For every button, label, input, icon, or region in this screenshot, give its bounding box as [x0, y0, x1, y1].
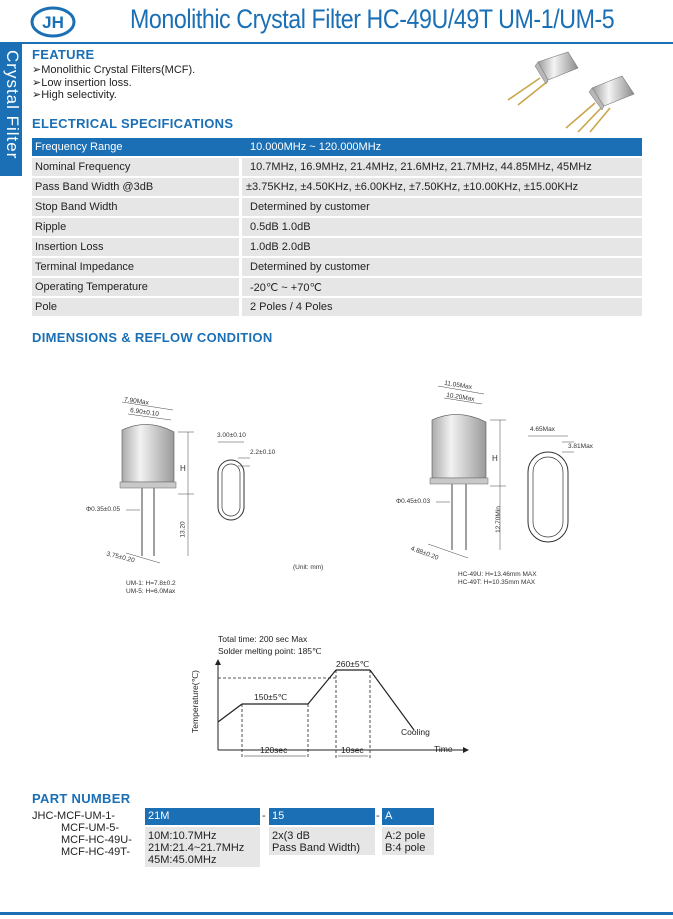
part-field-pole-code: A — [382, 808, 434, 825]
reflow-y-label: Temperature(℃) — [189, 670, 200, 733]
spec-value: Determined by customer — [242, 198, 642, 216]
spec-value: ±3.75KHz, ±4.50KHz, ±6.00KHz, ±7.50KHz, ±10.00KHz, ±15.00KHz — [242, 178, 642, 196]
reflow-total-time: Total time: 200 sec Max — [218, 634, 308, 644]
part-field-freq-code: 21M — [145, 808, 260, 825]
reflow-x-label: Time — [434, 744, 453, 754]
feature-item: ➢High selectivity. — [32, 89, 117, 101]
reflow-solder-point: Solder melting point: 185℃ — [218, 646, 322, 656]
spec-value: 10.000MHz ~ 120.000MHz — [242, 138, 642, 156]
dim-pin-dia: Φ0.35±0.05 — [86, 506, 121, 513]
spec-label: Operating Temperature — [32, 278, 239, 296]
spec-value: 0.5dB 1.0dB — [242, 218, 642, 236]
spec-row — [32, 258, 642, 276]
part-prefix: MCF-UM-5- — [61, 822, 120, 834]
um5-note: UM-5: H=6.0Max — [126, 588, 176, 595]
dimensions-heading: DIMENSIONS & REFLOW CONDITION — [32, 330, 273, 345]
option-line: Pass Band Width) — [272, 842, 361, 854]
dim-pin-length: 13.20 — [179, 521, 187, 538]
hc49u-note: HC-49U: H=13.46mm MAX — [458, 571, 537, 578]
part-field-bw-options — [269, 827, 375, 855]
dim-oval-height: 3.81Max — [568, 443, 593, 450]
um1-note: UM-1: H=7.8±0.2 — [126, 580, 176, 587]
spec-row — [32, 218, 642, 236]
spec-value: 10.7MHz, 16.9MHz, 21.4MHz, 21.6MHz, 21.7MHz, 44.85MHz, 45MHz — [242, 158, 642, 176]
dim-oval-width: 4.65Max — [530, 426, 555, 433]
spec-row — [32, 198, 642, 216]
unit-note: (Unit: mm) — [293, 564, 324, 571]
option-line: A:2 pole — [385, 830, 426, 842]
spec-row — [32, 238, 642, 256]
dim-height: H — [180, 464, 186, 473]
spec-label: Frequency Range — [32, 138, 239, 156]
feature-list — [32, 64, 195, 102]
dim-pin-dia: Φ0.45±0.03 — [396, 498, 431, 505]
spec-row — [32, 298, 642, 316]
spec-table — [32, 136, 642, 318]
part-prefix: MCF-HC-49T- — [61, 846, 131, 858]
reflow-cooling: Cooling — [401, 727, 430, 737]
dim-width: 6.90±0.10 — [129, 407, 160, 418]
product-photo — [500, 48, 640, 133]
reflow-peak-temp: 260±5℃ — [336, 659, 370, 669]
dim-pitch: 3.75±0.20 — [105, 550, 136, 565]
spec-label: Nominal Frequency — [32, 158, 239, 176]
dim-pitch: 4.88±0.20 — [409, 545, 440, 562]
spec-label: Insertion Loss — [32, 238, 239, 256]
feature-heading: FEATURE — [32, 47, 95, 62]
spec-row — [32, 178, 642, 196]
spec-label: Terminal Impedance — [32, 258, 239, 276]
reflow-preheat-time: 120sec — [260, 745, 288, 755]
spec-row — [32, 138, 642, 156]
part-field-pole-options — [382, 827, 434, 855]
hc49t-note: HC-49T: H=10.35mm MAX — [458, 579, 536, 586]
hc49-dimension-drawing — [392, 378, 617, 593]
part-number-heading: PART NUMBER — [32, 791, 131, 806]
spec-value: Determined by customer — [242, 258, 642, 276]
side-tab-label: Crystal Filter — [3, 50, 22, 160]
part-separator: - — [262, 810, 266, 822]
spec-row — [32, 278, 642, 296]
spec-label: Pole — [32, 298, 239, 316]
dim-height: H — [492, 454, 498, 463]
reflow-profile-chart — [189, 632, 476, 762]
spec-value: 1.0dB 2.0dB — [242, 238, 642, 256]
part-field-bw-code: 15 — [269, 808, 375, 825]
spec-label: Stop Band Width — [32, 198, 239, 216]
spec-label: Pass Band Width @3dB — [32, 178, 239, 196]
option-line: B:4 pole — [385, 842, 426, 854]
spec-value: 2 Poles / 4 Poles — [242, 298, 642, 316]
side-tab — [0, 44, 22, 176]
reflow-peak-time: 10sec — [341, 745, 364, 755]
logo-text: JH — [42, 13, 64, 32]
option-line: 10M:10.7MHz — [148, 830, 217, 842]
company-logo — [30, 6, 76, 38]
page-title: Monolithic Crystal Filter HC-49U/49T UM-1/UM-5 — [130, 4, 615, 34]
feature-item: ➢Monolithic Crystal Filters(MCF). — [32, 64, 196, 76]
header-rule — [0, 42, 673, 44]
dim-oval-width: 3.00±0.10 — [217, 432, 246, 439]
feature-item: ➢Low insertion loss. — [32, 76, 132, 89]
dim-width-max: 11.05Max — [443, 379, 473, 392]
part-prefix: MCF-HC-49U- — [61, 834, 132, 846]
option-line: 21M:21.4~21.7MHz — [148, 842, 245, 854]
dim-width-max: 7.90Max — [123, 396, 150, 407]
dim-pin-length: 12.70Min — [494, 506, 502, 533]
spec-value: -20℃ ~ +70℃ — [242, 278, 642, 296]
dim-oval-height: 2.2±0.10 — [250, 449, 276, 456]
spec-label: Ripple — [32, 218, 239, 236]
option-line: 2x(3 dB — [272, 830, 310, 842]
footer-rule — [0, 912, 673, 915]
part-prefix: JHC-MCF-UM-1- — [32, 810, 116, 822]
part-field-freq-options — [145, 827, 260, 867]
option-line: 45M:45.0MHz — [148, 854, 217, 866]
part-separator: - — [376, 810, 380, 822]
spec-row — [32, 158, 642, 176]
electrical-heading: ELECTRICAL SPECIFICATIONS — [32, 116, 234, 131]
dim-width: 10.20Max — [445, 391, 475, 404]
um-dimension-drawing — [78, 388, 308, 603]
reflow-preheat-temp: 150±5℃ — [254, 692, 288, 702]
